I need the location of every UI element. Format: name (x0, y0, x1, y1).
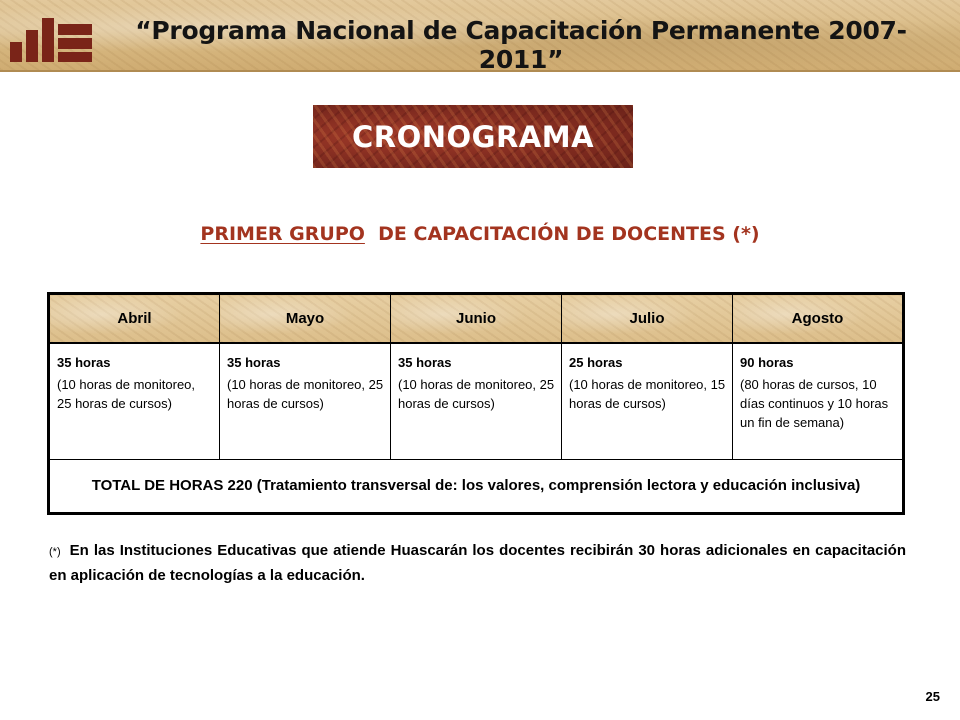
total-hours-cell: TOTAL DE HORAS 220 (Tratamiento transversal de: los valores, comprensión lectora y educación inclusiva) (49, 459, 904, 513)
subtitle-underlined: PRIMER GRUPO (200, 223, 365, 245)
presentation-title: “Programa Nacional de Capacitación Permanente 2007-2011” (135, 16, 907, 74)
cell-detail: (10 horas de monitoreo, 25 horas de cursos) (398, 376, 555, 411)
table-row (49, 343, 904, 460)
footnote-text: En las Instituciones Educativas que atiende Huascarán los docentes recibirán 30 horas adicionales en capacitación en aplicación de tecnologías a la educación. (49, 542, 907, 584)
table-cell (562, 343, 733, 460)
bar-steps-logo-icon (8, 14, 96, 64)
table-cell (733, 343, 904, 460)
cronograma-title: CRONOGRAMA (351, 119, 595, 154)
table-header-row (49, 294, 904, 343)
column-header: Abril (49, 294, 220, 343)
cell-detail: (80 horas de cursos, 10 días continuos y 10 horas un fin de semana) (740, 376, 889, 430)
table-cell (391, 343, 562, 460)
header-band (0, 0, 960, 72)
section-subtitle (0, 223, 960, 245)
page-number: 25 (925, 689, 940, 704)
cell-detail: (10 horas de monitoreo, 15 horas de cursos) (569, 376, 726, 411)
column-header: Mayo (220, 294, 391, 343)
cell-detail: (10 horas de monitoreo, 25 horas de cursos) (57, 376, 196, 411)
cell-hours: 35 horas (57, 354, 111, 370)
cell-hours: 35 horas (227, 354, 281, 370)
column-header: Julio (562, 294, 733, 343)
cell-hours: 25 horas (569, 354, 623, 370)
footnote-marker: (*) (49, 546, 61, 558)
table-cell (49, 343, 220, 460)
column-header: Junio (391, 294, 562, 343)
column-header: Agosto (733, 294, 904, 343)
cell-hours: 90 horas (740, 354, 794, 370)
cell-detail: (10 horas de monitoreo, 25 horas de cursos) (227, 376, 384, 411)
table-cell (220, 343, 391, 460)
cronograma-banner (313, 105, 633, 168)
subtitle-rest: DE CAPACITACIÓN DE DOCENTES (*) (378, 223, 760, 245)
cell-hours: 35 horas (398, 354, 452, 370)
footnote (49, 539, 906, 587)
schedule-table (47, 292, 905, 515)
table-total-row (49, 459, 904, 513)
